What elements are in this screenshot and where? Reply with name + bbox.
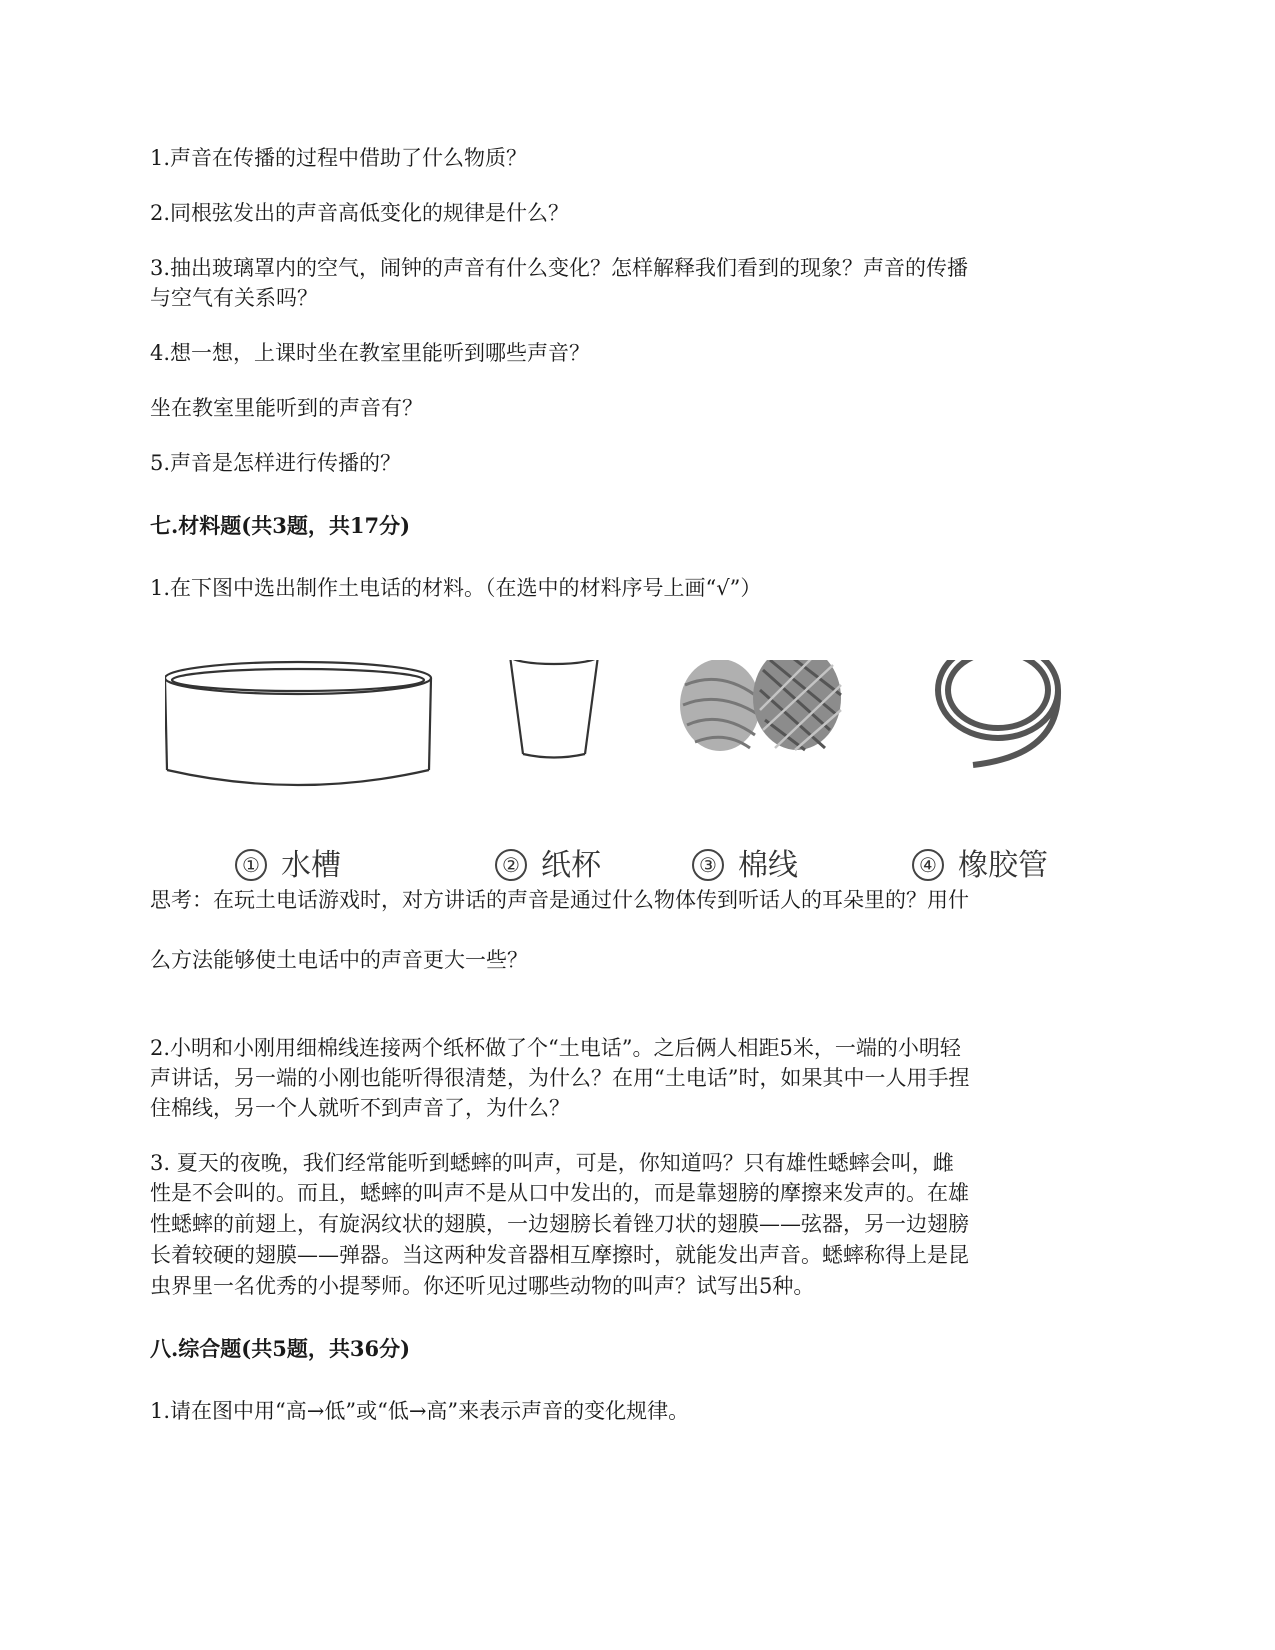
water-trough-illustration: [165, 662, 431, 785]
material-1-name: 水槽: [281, 848, 341, 883]
cotton-thread-illustration: [680, 660, 841, 751]
think-line-2: 么方法能够使土电话中的声音更大一些？: [150, 948, 528, 972]
question-6-3-line2: 与空气有关系吗？: [150, 286, 318, 310]
materials-drawing: [165, 660, 1105, 830]
question-7-3-line2: 性是不会叫的。而且，蟋蟀的叫声不是从口中发出的，而是靠翅膀的摩擦来发声的。在雄: [150, 1181, 969, 1205]
question-7-2-line3: 住棉线，另一个人就听不到声音了，为什么？: [150, 1096, 570, 1120]
materials-figure: [165, 660, 1105, 883]
question-7-3-line3: 性蟋蟀的前翅上，有旋涡纹状的翅膜，一边翅膀长着锉刀状的翅膜——弦器，另一边翅膀: [150, 1212, 969, 1236]
question-7-2-line1: 2.小明和小刚用细棉线连接两个纸杯做了个“土电话”。之后俩人相距5米，一端的小明轻: [150, 1036, 961, 1060]
question-6-1: 1.声音在传播的过程中借助了什么物质？: [150, 146, 528, 170]
question-6-3-line1: 3.抽出玻璃罩内的空气，闹钟的声音有什么变化？怎样解释我们看到的现象？声音的传播: [150, 256, 969, 280]
question-6-5: 5.声音是怎样进行传播的？: [150, 451, 402, 475]
material-4-name: 橡胶管: [958, 848, 1048, 883]
question-6-4: 4.想一想，上课时坐在教室里能听到哪些声音？: [150, 341, 591, 365]
think-line-1: 思考：在玩土电话游戏时，对方讲话的声音是通过什么物体传到听话人的耳朵里的？用什: [150, 888, 969, 912]
material-3-label: [692, 840, 798, 884]
material-1-label: [235, 840, 341, 884]
question-7-1: 1.在下图中选出制作土电话的材料。（在选中的材料序号上画“√”）: [150, 576, 762, 600]
material-2-number: ②: [495, 849, 527, 881]
question-7-3-line4: 长着较硬的翅膜——弹器。当这两种发音器相互摩擦时，就能发出声音。蟋蟀称得上是昆: [150, 1243, 969, 1267]
rubber-tube-illustration: [938, 660, 1058, 765]
question-6-2: 2.同根弦发出的声音高低变化的规律是什么？: [150, 201, 570, 225]
paper-cup-illustration: [510, 660, 598, 758]
question-7-2-line2: 声讲话，另一端的小刚也能听得很清楚，为什么？在用“土电话”时，如果其中一人用手捏: [150, 1066, 970, 1090]
material-3-number: ③: [692, 849, 724, 881]
material-2-label: [495, 840, 601, 884]
material-1-number: ①: [235, 849, 267, 881]
question-8-1: 1.请在图中用“高→低”或“低→高”来表示声音的变化规律。: [150, 1399, 690, 1423]
material-4-number: ④: [912, 849, 944, 881]
material-3-name: 棉线: [738, 848, 798, 883]
material-4-label: [912, 840, 1048, 884]
question-6-4-sub: 坐在教室里能听到的声音有？: [150, 396, 423, 420]
section-7-heading: 七.材料题(共3题，共17分): [150, 513, 411, 538]
section-8-heading: 八.综合题(共5题，共36分): [150, 1336, 411, 1361]
question-7-3-line1: 3. 夏天的夜晚，我们经常能听到蟋蟀的叫声，可是，你知道吗？只有雄性蟋蟀会叫，雌: [150, 1151, 954, 1175]
material-2-name: 纸杯: [541, 848, 601, 883]
question-7-3-line5: 虫界里一名优秀的小提琴师。你还听见过哪些动物的叫声？试写出5种。: [150, 1274, 815, 1298]
